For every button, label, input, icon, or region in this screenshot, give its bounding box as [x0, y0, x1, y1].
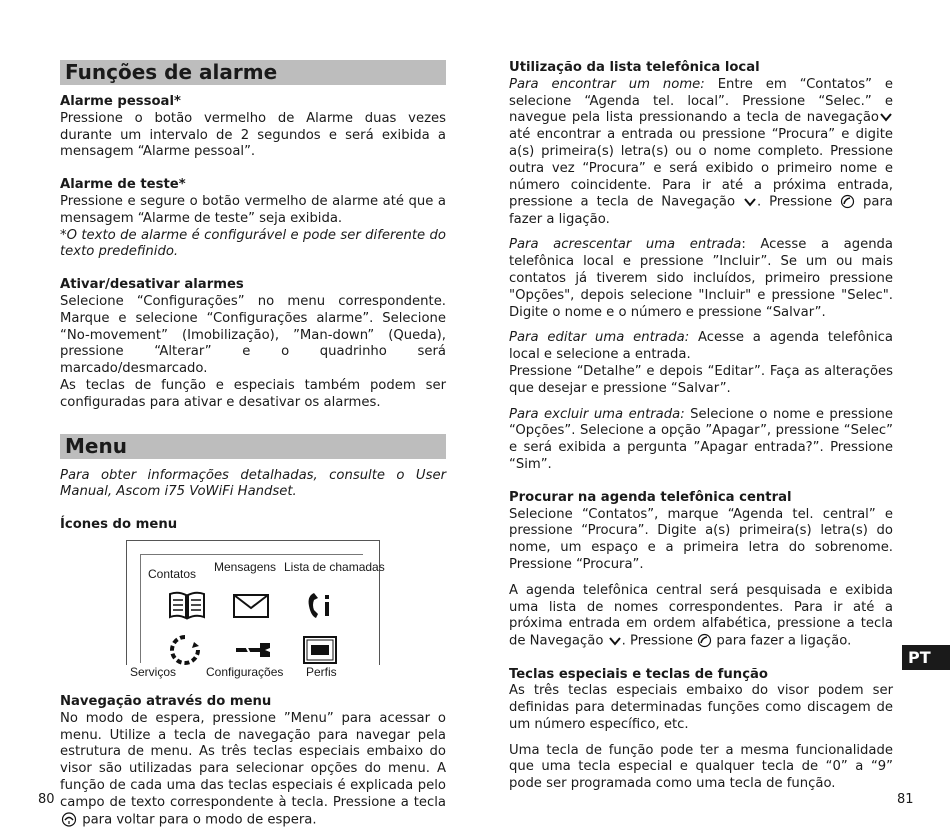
settings-wrench-icon: [234, 640, 272, 660]
text-utilizacao: [509, 77, 893, 229]
label-mensagens: Mensagens: [214, 559, 277, 574]
heading-alarme-teste: Alarme de teste*: [60, 177, 186, 193]
heading-ativar-alarmes: Ativar/desativar alarmes: [60, 277, 244, 293]
left-column: [60, 60, 446, 829]
right-column: [509, 60, 893, 793]
text-procurar-2d: para fazer a ligação.: [716, 633, 852, 649]
heading-navegacao: Navegação através do menu: [60, 693, 272, 709]
text-utilizacao-b: até encontrar a entrada ou pressione “Procura” e digite a(s) primeira(s) letra(s) ou o nome completo. Pressione outra vez “Procura” e será exibido o primeiro nome e número coincidente. Para ir até a próxima entrada, pressione a tecla de Navegação: [509, 127, 893, 210]
text-utilizacao-c: . Pressione: [757, 194, 833, 210]
text-procurar-1: Selecione “Contatos”, marque “Agenda tel. central” e pressione “Procura”. Digite a(s) primeira(s) letra(s) do nome, um espaço e a primeira letra do sobrenome. Pressione “Procura”.: [509, 506, 893, 573]
lead-editar: Para editar uma entrada:: [509, 330, 690, 346]
heading-icones-menu: Ícones do menu: [60, 517, 178, 533]
nav-down-icon: [743, 197, 757, 207]
text-alarme-teste: Pressione e segure o botão vermelho de alarme até que a mensagem “Alarme de teste” seja exibida.: [60, 193, 446, 226]
text-ativar-2: As teclas de função e especiais também podem ser configuradas para ativar e desativar os alarmes.: [60, 377, 446, 410]
label-contatos: Contatos: [148, 566, 197, 581]
services-icon: [168, 634, 202, 666]
lead-excluir: Para excluir uma entrada:: [509, 406, 685, 422]
text-procurar-2: [509, 583, 893, 651]
end-call-key-icon: [60, 812, 78, 827]
text-navegacao-b: para voltar para o modo de espera.: [82, 812, 317, 828]
text-procurar-2b: .: [621, 633, 626, 649]
text-excluir-body: Selecione o nome e pressione “Opções”. Selecione a opção ”Apagar”, pressione “Selec” e será exibida a pergunta ”Apagar entrada?”. Pressione “Sim”.: [509, 406, 893, 473]
label-servicos: Serviços: [130, 664, 177, 679]
text-navegacao-a: No modo de espera, pressione ”Menu” para acessar o menu. Utilize a tecla de navegação para navegar pela estrutura de menu. As três teclas especiais embaixo do visor são utilizadas para selecionar opções do menu. A função de cada uma das teclas especiais é explicada pelo campo de texto correspondente à tecla. Pressione a tecla: [60, 710, 446, 810]
page-number-left: 80: [38, 792, 55, 807]
text-procurar-2c: Pressione: [630, 633, 693, 649]
profiles-icon: [302, 634, 338, 666]
call-list-icon: [306, 590, 336, 622]
menu-intro: Para obter informações detalhadas, consulte o User Manual, Ascom i75 VoWiFi Handset.: [60, 467, 446, 500]
nav-down-icon: [879, 112, 893, 122]
text-editar: [509, 330, 893, 364]
section-title-alarm-functions: Funções de alarme: [60, 60, 446, 85]
text-acrescentar: [509, 237, 893, 321]
text-alarme-pessoal: Pressione o botão vermelho de Alarme duas vezes durante um intervalo de 2 segundos e será exibida a mensagem “Alarme pessoal”.: [60, 110, 446, 160]
text-teclas-2: Uma tecla de função pode ter a mesma funcionalidade que uma tecla especial e qualquer tecla de “0” a “9” pode ser programada como uma tecla de função.: [509, 742, 893, 792]
heading-procurar: Procurar na agenda telefônica central: [509, 489, 792, 505]
text-navegacao: [60, 711, 446, 829]
note-alarme-teste: *O texto de alarme é configurável e pode ser diferente do texto predefinido.: [60, 227, 446, 260]
text-acrescentar-body: : Acesse a agenda telefônica local e pressione ”Incluir”. Se um ou mais contatos já tiverem sido incluídos, primeiro pressione "Opções", depois selecione "Incluir" e pressione "Selec". Digite o nome e o número e pressione “Salvar”.: [509, 237, 893, 320]
label-configuracoes: Configurações: [206, 664, 284, 679]
text-utilizacao-a: Entre em “Contatos” e selecione “Agenda tel. local”. Pressione “Selec.” e navegue pela lista pressionando a tecla de navegação: [509, 76, 894, 126]
contacts-book-icon: [168, 590, 206, 620]
heading-alarme-pessoal: Alarme pessoal*: [60, 94, 181, 109]
text-procurar-2a: A agenda telefônica central será pesquisada e exibida uma lista de nomes correspondentes. Para ir até a próxima entrada em ordem alfabética, pressione a tecla de Navegação: [509, 582, 893, 649]
page-number-right: 81: [897, 792, 914, 807]
menu-icons-figure: [110, 540, 385, 680]
text-teclas-1: As três teclas especiais embaixo do visor podem ser definidas para determinadas funções como discagem de um número específico, etc.: [509, 683, 893, 732]
text-editar-1: Acesse a agenda telefônica local e selecione a entrada.: [509, 330, 893, 363]
text-editar-2: Pressione “Detalhe” e depois “Editar”. Faça as alterações que desejar e pressione “Salvar”.: [509, 364, 893, 396]
text-utilizacao-d: para fazer a ligação.: [509, 194, 894, 227]
call-key-icon: [840, 194, 855, 209]
heading-utilizacao: Utilização da lista telefônica local: [509, 60, 760, 75]
section-title-menu: Menu: [60, 434, 446, 459]
label-lista-chamadas: Lista de chamadas: [284, 559, 385, 574]
lead-acrescentar: Para acrescentar uma entrada: [509, 237, 742, 253]
heading-teclas: Teclas especiais e teclas de função: [509, 666, 768, 682]
text-ativar-1: Selecione “Configurações” no menu correspondente. Marque e selecione “Configurações alarme”. Selecione “No-movement” (Imobilização), ”Man-down” (Queda), pressione “Alterar” e o quadrinho será marcado/desmarcado.: [60, 293, 446, 377]
text-excluir: [509, 407, 893, 474]
label-perfis: Perfis: [306, 664, 337, 679]
messages-envelope-icon: [232, 592, 270, 620]
call-key-icon: [697, 633, 712, 648]
language-tab: PT: [902, 645, 950, 670]
lead-encontrar-nome: Para encontrar um nome:: [509, 76, 705, 92]
nav-down-icon: [608, 636, 622, 646]
